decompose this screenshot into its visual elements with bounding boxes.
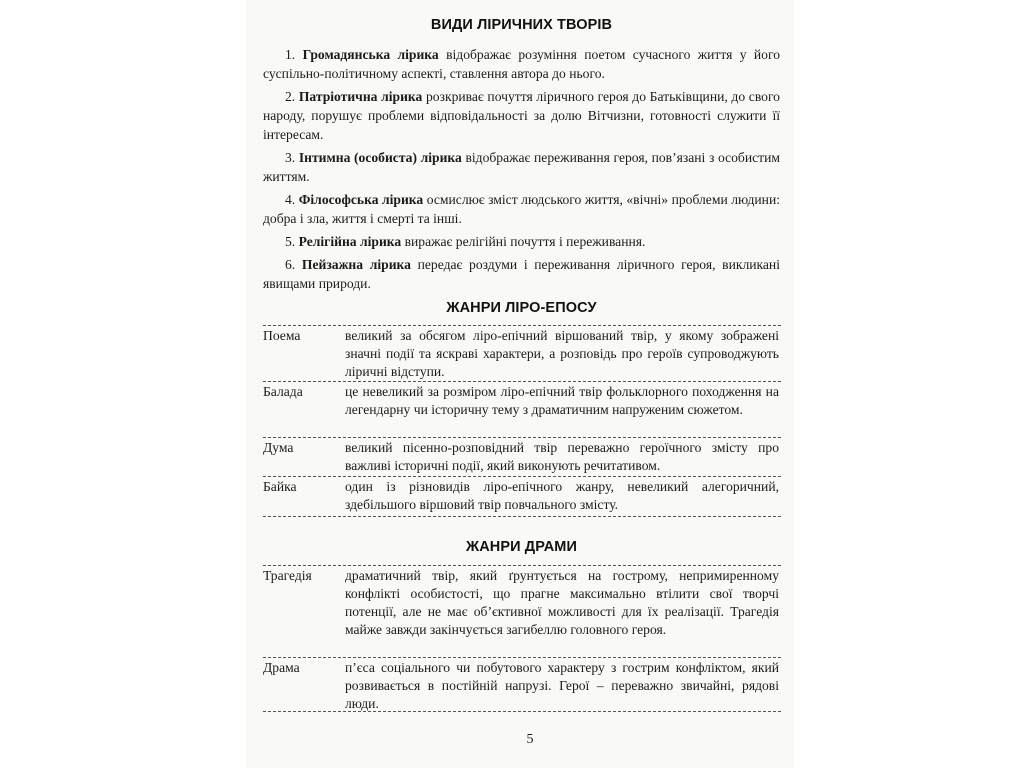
genre-term: Поема [263, 328, 301, 343]
genre-entry-drama [263, 657, 781, 712]
item-text: відображає переживання героя, пов’язані з особистим життям. [263, 150, 780, 184]
item-number: 2. [285, 89, 296, 104]
genre-term: Балада [263, 384, 303, 399]
item-number: 4. [285, 192, 296, 207]
item-number: 3. [285, 150, 296, 165]
item-text: осмислює зміст людського життя, «вічні» проблеми людини: добра і зла, життя і смерті та інші. [263, 192, 781, 226]
item-text: відображає розуміння поетом сучасного життя у його суспільно-політичному аспекті, ставлення автора до нього. [263, 47, 781, 81]
genre-term: Дума [263, 440, 294, 455]
item-term: Громадянська лірика [302, 47, 439, 62]
genre-definition: це невеликий за розміром ліро-епічний твір фольклорного походження на легендарну чи історичну тему з драматичним напруженим сюжетом. [345, 384, 779, 417]
item-number: 6. [285, 257, 296, 272]
genre-definition: п’єса соціального чи побутового характеру з гострим конфліктом, який розвивається в постійній напрузі. Герої – переважно звичайні, рядові люди. [345, 660, 779, 711]
item-text: розкриває почуття ліричного героя до Батьківщини, до свого народу, порушує проблеми відповідальності за долю Вітчизни, готовності служити її інтересам. [263, 89, 780, 142]
item-number: 1. [285, 47, 296, 62]
lyric-item-5 [263, 232, 780, 251]
drama-heading: ЖАНРИ ДРАМИ [466, 539, 577, 555]
item-term: Інтимна (особиста) лірика [298, 150, 462, 165]
page-number: 5 [526, 732, 534, 747]
item-term: Релігійна лірика [298, 234, 402, 249]
lyro-epic-heading: ЖАНРИ ЛІРО-ЕПОСУ [446, 300, 597, 316]
genre-definition: великий пісенно-розповідний твір переважно героїчного змісту про важливі історичні події, який виконують речитативом. [345, 440, 779, 473]
genre-definition: драматичний твір, який ґрунтується на гострому, непримиренному конфлікті особистості, що прагне максимально втілити свої творчі потенції, але не має об’єктивної можливості для їх реалізації. Трагедія майже завжди закінчується загибеллю головного героя. [345, 568, 779, 637]
item-text: передає роздуми і переживання ліричного героя, викликані явищами природи. [263, 257, 780, 291]
genre-entry-baika [263, 476, 781, 517]
genre-entry-balada [263, 381, 781, 437]
item-term: Патріотична лірика [298, 89, 423, 104]
item-text: виражає релігійні почуття і переживання. [401, 234, 646, 249]
lyric-item-3 [263, 148, 780, 186]
lyric-types-list [263, 45, 780, 293]
genre-entry-poema [263, 325, 781, 381]
genre-term: Драма [263, 660, 300, 675]
item-number: 5. [285, 234, 296, 249]
lyric-item-4 [263, 190, 780, 228]
genre-entry-duma [263, 437, 781, 476]
genre-term: Трагедія [263, 568, 312, 583]
genre-definition: один із різновидів ліро-епічного жанру, невеликий алегоричний, здебільшого віршовий твір повчального змісту. [345, 479, 779, 512]
item-term: Пейзажна лірика [301, 257, 411, 272]
genre-entry-tragedy [263, 565, 781, 657]
lyric-item-2 [263, 87, 780, 144]
item-term: Філософська лірика [298, 192, 424, 207]
genre-term: Байка [263, 479, 297, 494]
lyric-item-1 [263, 45, 780, 83]
lyric-types-heading: ВИДИ ЛІРИЧНИХ ТВОРІВ [430, 17, 613, 33]
lyric-item-6 [263, 255, 780, 293]
genre-definition: великий за обсягом ліро-епічний віршований твір, у якому зображені значні події та яскраві характери, а розповідь про героїв супроводжують ліричні відступи. [345, 328, 779, 379]
